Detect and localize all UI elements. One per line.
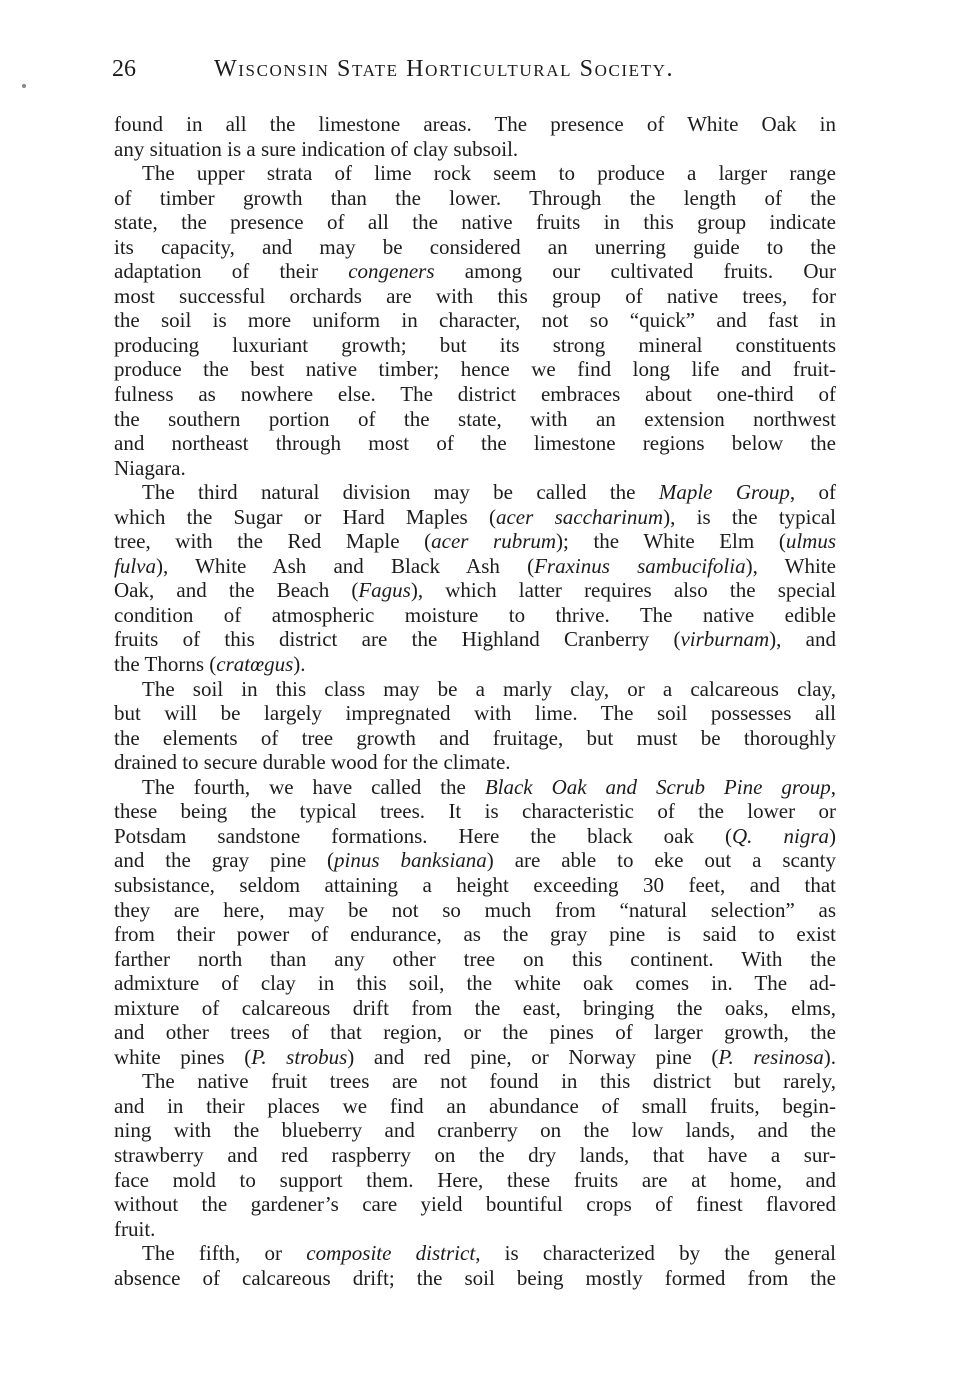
text-line: the Thorns (cratœgus). xyxy=(114,652,306,677)
text-line: these being the typical trees. It is characteristic of the lower or xyxy=(114,799,836,824)
text-line: producing luxuriant growth; but its strong mineral constituents xyxy=(114,332,836,357)
text-line: fruit. xyxy=(114,1216,156,1241)
text-line: The third natural division may be called the Maple Group, of xyxy=(142,480,836,505)
text-line: and northeast through most of the limestone regions below the xyxy=(114,431,836,456)
text-line: adaptation of their congeners among our cultivated fruits. Our xyxy=(114,259,836,284)
text-line: they are here, may be not so much from “natural selection” as xyxy=(114,897,836,922)
text-line: farther north than any other tree on this continent. With the xyxy=(114,946,836,971)
text-line: admixture of clay in this soil, the white oak comes in. The ad- xyxy=(114,971,836,996)
text-line: The fifth, or composite district, is characterized by the general xyxy=(142,1241,837,1266)
text-line: but will be largely impregnated with lime. The soil possesses all xyxy=(114,701,836,726)
text-line: state, the presence of all the native fruits in this group indicate xyxy=(114,210,836,235)
page-header xyxy=(112,52,832,86)
text-line: face mold to support them. Here, these fruits are at home, and xyxy=(114,1167,836,1192)
text-line: drained to secure durable wood for the climate. xyxy=(114,750,511,775)
text-line: found in all the limestone areas. The presence of White Oak in xyxy=(114,112,836,136)
text-line: and other trees of that region, or the pines of larger growth, the xyxy=(114,1020,836,1045)
text-line: The native fruit trees are not found in this district but rarely, xyxy=(142,1069,836,1094)
text-line: and the gray pine (pinus banksiana) are able to eke out a scanty xyxy=(114,848,836,873)
text-line: ning with the blueberry and cranberry on the low lands, and the xyxy=(114,1118,836,1143)
text-line: The fourth, we have called the Black Oak and Scrub Pine group, xyxy=(142,774,836,799)
body-text xyxy=(114,112,836,1290)
margin-speck xyxy=(22,84,26,88)
text-line: any situation is a sure indication of clay subsoil. xyxy=(114,136,519,161)
running-title: Wisconsin State Horticultural Society. xyxy=(214,56,675,82)
text-line: The soil in this class may be a marly clay, or a calcareous clay, xyxy=(142,676,836,701)
page-number: 26 xyxy=(112,56,136,82)
text-line: the elements of tree growth and fruitage, but must be thoroughly xyxy=(114,725,836,750)
text-line: Potsdam sandstone formations. Here the black oak (Q. nigra) xyxy=(114,823,836,848)
text-line: tree, with the Red Maple (acer rubrum); the White Elm (ulmus xyxy=(114,529,836,554)
text-line: white pines (P. strobus) and red pine, or Norway pine (P. resinosa). xyxy=(114,1044,836,1069)
text-line: produce the best native timber; hence we find long life and fruit- xyxy=(114,357,836,382)
text-line: mixture of calcareous drift from the east, bringing the oaks, elms, xyxy=(114,995,836,1020)
text-line: of timber growth than the lower. Through the length of the xyxy=(114,185,836,210)
text-line: fruits of this district are the Highland Cranberry (virburnam), and xyxy=(114,627,836,652)
text-line: subsistance, seldom attaining a height exceeding 30 feet, and that xyxy=(114,872,836,897)
text-line: Niagara. xyxy=(114,455,186,480)
text-line: most successful orchards are with this group of native trees, for xyxy=(114,283,836,308)
text-line: from their power of endurance, as the gray pine is said to exist xyxy=(114,922,836,947)
text-line: strawberry and red raspberry on the dry lands, that have a sur- xyxy=(114,1142,836,1167)
text-line: its capacity, and may be considered an unerring guide to the xyxy=(114,234,836,259)
text-line: fulness as nowhere else. The district embraces about one-third of xyxy=(114,382,836,407)
text-line: the soil is more uniform in character, not so “quick” and fast in xyxy=(114,308,836,333)
text-line: absence of calcareous drift; the soil being mostly formed from the xyxy=(114,1265,836,1290)
text-line: fulva), White Ash and Black Ash (Fraxinus sambucifolia), White xyxy=(114,553,836,578)
text-line: the southern portion of the state, with an extension northwest xyxy=(114,406,836,431)
text-line: Oak, and the Beach (Fagus), which latter requires also the special xyxy=(114,578,836,603)
text-line: and in their places we find an abundance of small fruits, begin- xyxy=(114,1093,836,1118)
text-line: which the Sugar or Hard Maples (acer saccharinum), is the typical xyxy=(114,504,836,529)
text-line: condition of atmospheric moisture to thrive. The native edible xyxy=(114,602,836,627)
text-line: without the gardener’s care yield bountiful crops of finest flavored xyxy=(114,1192,836,1217)
text-line: The upper strata of lime rock seem to produce a larger range xyxy=(142,161,836,186)
